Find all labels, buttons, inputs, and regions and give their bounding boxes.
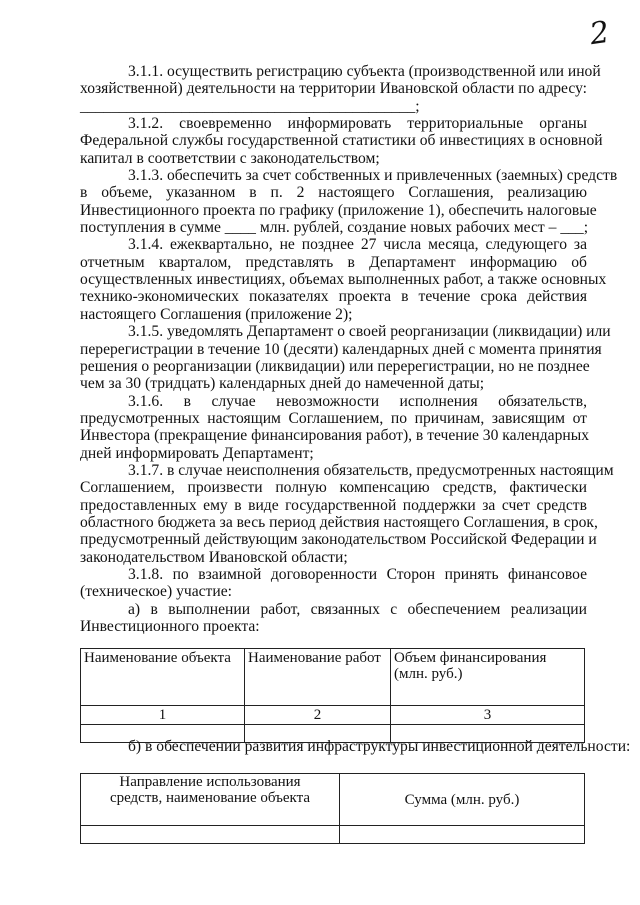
text-line: 3.1.3. обеспечить за счет собственных и привлеченных (заемных) средств [128,167,618,185]
text-line: решения о реорганизации (ликвидации) или перерегистрации, но не позднее [80,357,590,375]
text-line: 3.1.8. по взаимной договоренности Сторон принять финансовое [128,565,587,583]
header-works-name: Наименование работ [245,649,391,706]
text-line: 3.1.1. осуществить регистрацию субъекта (производственной или иной [128,63,601,80]
text-line: Инвестиционного проекта по графику (приложение 1), обеспечить налоговые [80,201,597,219]
works-table [80,648,585,743]
text-line: технико-экономических показателях проекта в течение срока действия [80,288,587,306]
empty-cell [340,826,585,844]
text-line: отчетным кварталом, представлять в Департамент информацию об [80,253,587,271]
text-line: 3.1.4. ежеквартально, не позднее 27 числа месяца, следующего за [128,236,587,254]
handwritten-page-number: 2 [587,14,612,53]
text-line: Федеральной службы государственной статистики об инвестициях в основной [80,132,603,150]
subheading-b: б) в обеспечении развития инфраструктуры инвестиционной деятельности: [128,738,631,755]
text-line: перерегистрации в течение 10 (десяти) календарных дней с момента принятия [80,340,602,358]
text-line: капитал в соответствии с законодательством; [80,149,380,167]
text-line: (техническое) участие: [80,583,232,601]
text-line: Инвестора (прекращение финансирования работ), в течение 30 календарных [80,427,590,445]
text-line: в объеме, указанном в п. 2 настоящего Соглашения, реализацию [80,184,587,202]
text-line: предусмотренный действующим законодательством Российской Федерации и [80,531,597,549]
header-object-name: Наименование объекта [81,649,245,706]
text-line: 3.1.7. в случае неисполнения обязательств, предусмотренных настоящим [128,461,614,479]
text-line: областного бюджета за весь период действия настоящего Соглашения, в срок, [80,513,598,531]
text-line: хозяйственной) деятельности на территории Ивановской области по адресу: [80,80,587,98]
text-line: законодательством Ивановской области; [80,548,348,566]
text-line: предоставленных ему в виде государственной поддержки за счет средств [80,496,587,514]
text-line: 3.1.6. в случае невозможности исполнения обязательств, [128,392,587,410]
text-line: предусмотренных настоящим Соглашением, по причинам, зависящим от [80,409,587,427]
infrastructure-table [80,773,585,844]
header-direction: Направление использования средств, наименование объекта [81,774,340,826]
column-number: 1 [81,706,245,725]
header-sum: Сумма (млн. руб.) [340,774,585,826]
text-line: 3.1.2. своевременно информировать территориальные органы [128,115,587,133]
text-line: настоящего Соглашения (приложение 2); [80,305,353,323]
text-line: ___________________________________________; [80,97,420,115]
header-financing-volume: Объем финансирования (млн. руб.) [391,649,585,706]
column-number: 2 [245,706,391,725]
text-line: а) в выполнении работ, связанных с обеспечением реализации [128,600,587,618]
text-line: дней информировать Департамент; [80,444,314,462]
document-body [80,63,618,635]
text-line: Соглашением, произвести полную компенсацию средств, фактически [80,479,587,497]
text-line: чем за 30 (тридцать) календарных дней до намеченной даты; [80,375,485,393]
column-number: 3 [391,706,585,725]
text-line: осуществленных инвестициях, объемах выполненных работ, а также основных [80,271,607,289]
text-line: 3.1.5. уведомлять Департамент о своей реорганизации (ликвидации) или [128,323,611,341]
text-line: Инвестиционного проекта: [80,618,260,635]
empty-cell [81,826,340,844]
text-line: поступления в сумме ____ млн. рублей, создание новых рабочих мест – ___; [80,219,589,237]
